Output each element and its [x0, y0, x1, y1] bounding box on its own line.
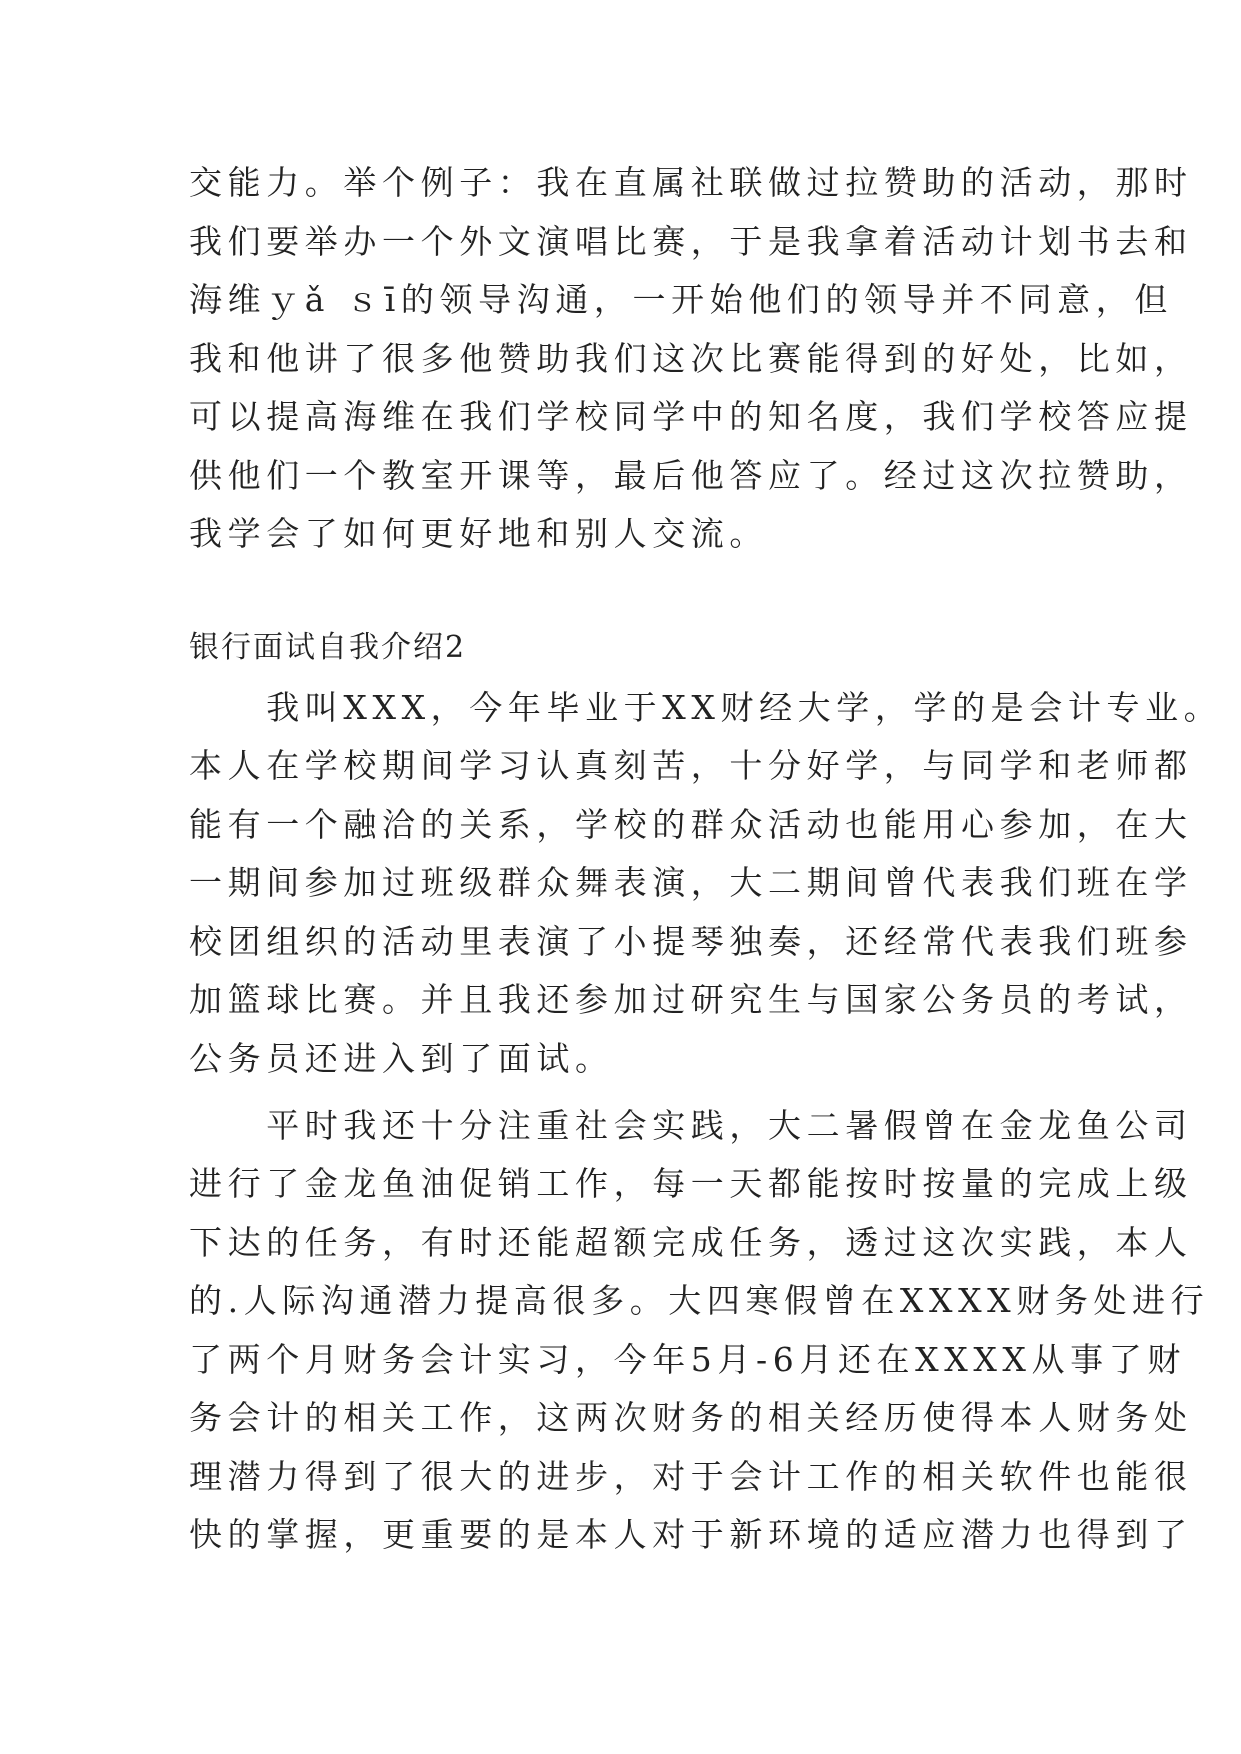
text-line: 下达的任务，有时还能超额完成任务，透过这次实践，本人	[189, 1223, 1193, 1262]
section-heading: 银行面试自我介绍2	[189, 630, 467, 665]
text-line: 可以提高海维在我们学校同学中的知名度，我们学校答应提	[189, 397, 1193, 436]
text-line: 进行了金龙鱼油促销工作，每一天都能按时按量的完成上级	[189, 1164, 1193, 1203]
text-line: 了两个月财务会计实习，今年5月-6月还在XXXX从事了财	[189, 1340, 1186, 1379]
text-line: 平时我还十分注重社会实践，大二暑假曾在金龙鱼公司	[189, 1106, 1193, 1145]
text-line: 公务员还进入到了面试。	[189, 1039, 614, 1078]
text-line: 校团组织的活动里表演了小提琴独奏，还经常代表我们班参	[189, 922, 1193, 961]
text-line: 务会计的相关工作，这两次财务的相关经历使得本人财务处	[189, 1398, 1193, 1437]
text-line: 我和他讲了很多他赞助我们这次比赛能得到的好处，比如，	[189, 339, 1193, 378]
text-line: 理潜力得到了很大的进步，对于会计工作的相关软件也能很	[189, 1457, 1193, 1496]
text-line: 供他们一个教室开课等，最后他答应了。经过这次拉赞助，	[189, 456, 1193, 495]
text-line: 我叫XXX，今年毕业于XX财经大学，学的是会计专业。	[189, 688, 1223, 727]
text-line: 我学会了如何更好地和别人交流。	[189, 514, 768, 553]
text-line: 一期间参加过班级群众舞表演，大二期间曾代表我们班在学	[189, 863, 1193, 902]
text-line: 快的掌握，更重要的是本人对于新环境的适应潜力也得到了	[189, 1515, 1193, 1554]
text-line: 交能力。举个例子：我在直属社联做过拉赞助的活动，那时	[189, 163, 1193, 202]
text-line: 海维ｙǎ ｓī的领导沟通，一开始他们的领导并不同意，但	[189, 280, 1173, 319]
text-line: 我们要举办一个外文演唱比赛，于是我拿着活动计划书去和	[189, 222, 1193, 261]
text-line: 加篮球比赛。并且我还参加过研究生与国家公务员的考试，	[189, 980, 1193, 1019]
text-line: 能有一个融洽的关系，学校的群众活动也能用心参加，在大	[189, 805, 1193, 844]
text-line: 的.人际沟通潜力提高很多。大四寒假曾在XXXX财务处进行	[189, 1281, 1210, 1320]
text-line: 本人在学校期间学习认真刻苦，十分好学，与同学和老师都	[189, 746, 1193, 785]
